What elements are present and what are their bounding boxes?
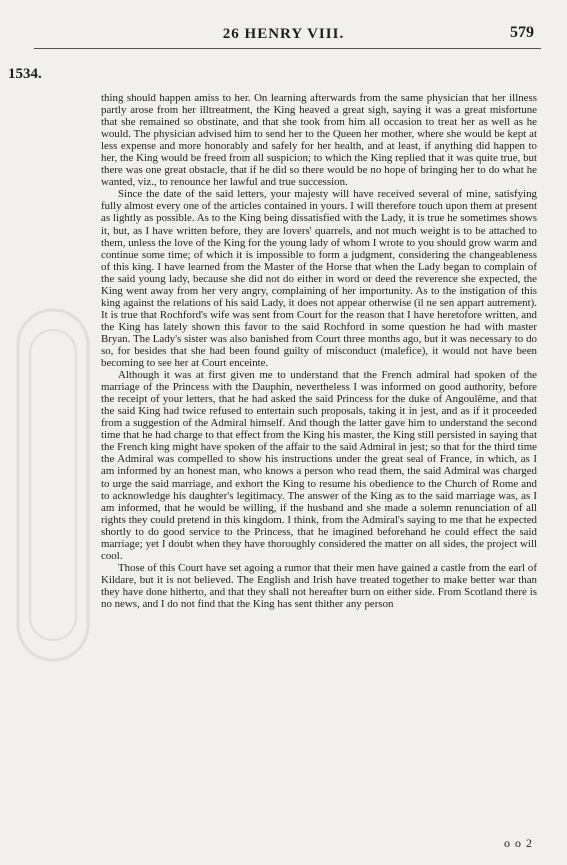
margin-year: 1534. [8,66,42,82]
page-header [0,16,567,40]
body-text [101,92,537,610]
watermark-seal [8,300,98,670]
paragraph-1: thing should happen amiss to her. On learning afterwards from the same physician that her illness partly arose from her illtreatment, the King heaved a great sigh, saying it was a great misfortune that she remained so obstinate, and that she took from him all occasion to treat her as well as he would. The physician advised him to send her to the Queen her mother, where she would be kept at less expense and more honorably and safely for her health, and at least, if anything did happen to her, the King would be freed from all suspicion; to which the King replied that it was quite true, but there was one great obstacle, that if he did so there would be no hope of bringing her to do what he wanted, viz., to renounce her lawful and true succession. [101,92,537,189]
paragraph-2: Since the date of the said letters, your majesty will have received several of mine, satisfying fully almost every one of the articles contained in yours. I will therefore touch upon them at present as lightly as possible. As to the King being dissatisfied with the Lady, it is true he sometimes shows it, but, as I have written before, they are lovers' quarrels, and not much weight is to be attached to them, unless the love of the King for the young lady of whom I wrote to you should grow warm and continue some time; of which it is impossible to form a judgment, considering the changeableness of this king. I have learned from the Master of the Horse that when the Lady began to complain of the said young lady, because she did not do either in word or deed the reverence she expected, the King went away from her very angry, complaining of her importunity. As to the instigation of this king against the relations of his said Lady, it does not appear otherwise (il ne sen appart autrement). It is true that Rochford's wife was sent from Court for the reason that I have heretofore written, and the King has lately shown this favor to the said Rochford in some question he had with master Bryan. The Lady's sister was also banished from Court three months ago, but it was necessary to do so, for besides that she had been found guilty of misconduct (malefice), it would not have been becoming to see her at Court enceinte. [101,188,537,370]
paragraph-3: Although it was at first given me to understand that the French admiral had spoken of the marriage of the Princess with the Dauphin, nevertheless I was informed on good authority, before the receipt of your letters, that he had asked the said Princess for the duke of Angoulême, and that the said King had twice refused to entertain such proposals, taking it in jest, and as if it proceeded from a suggestion of the Admiral himself. And though the latter gave him to understand the second time that he had charge to that effect from the King his master, the King still persisted in saying that the French king might have spoken of the affair to the said Admiral in jest; so that for the third time the Admiral was compelled to show his instructions under the great seal of France, in which, as I am informed by an honest man, who knows a person who read them, the said Admiral was charged to urge the said marriage, and exhort the King to resume his obedience to the Church of Rome and to acknowledge his daughter's legitimacy. The answer of the King as to the said marriage was, as I am informed, that he would be willing, if the husband and she made a solemn renunciation of all rights they could pretend in this kingdom. I think, from the Admiral's saying to me that he expected shortly to do good service to the Princess, that he imagined beforehand he could effect the said marriage; yet I doubt when they have thoroughly considered the matter on all sides, the project will cool. [101,369,537,562]
signature-mark: o o 2 [504,836,533,850]
running-title: 26 HENRY VIII. [222,26,345,42]
header-rule [34,48,541,49]
paragraph-4: Those of this Court have set agoing a rumor that their men have gained a castle from the earl of Kildare, but it is not believed. The English and Irish have treated together to make better war than they have done hitherto, and that they shall not hereafter burn on either side. From Scotland there is no news, and I do not find that the King has sent thither any person [101,561,537,610]
page-number: 579 [510,24,534,41]
